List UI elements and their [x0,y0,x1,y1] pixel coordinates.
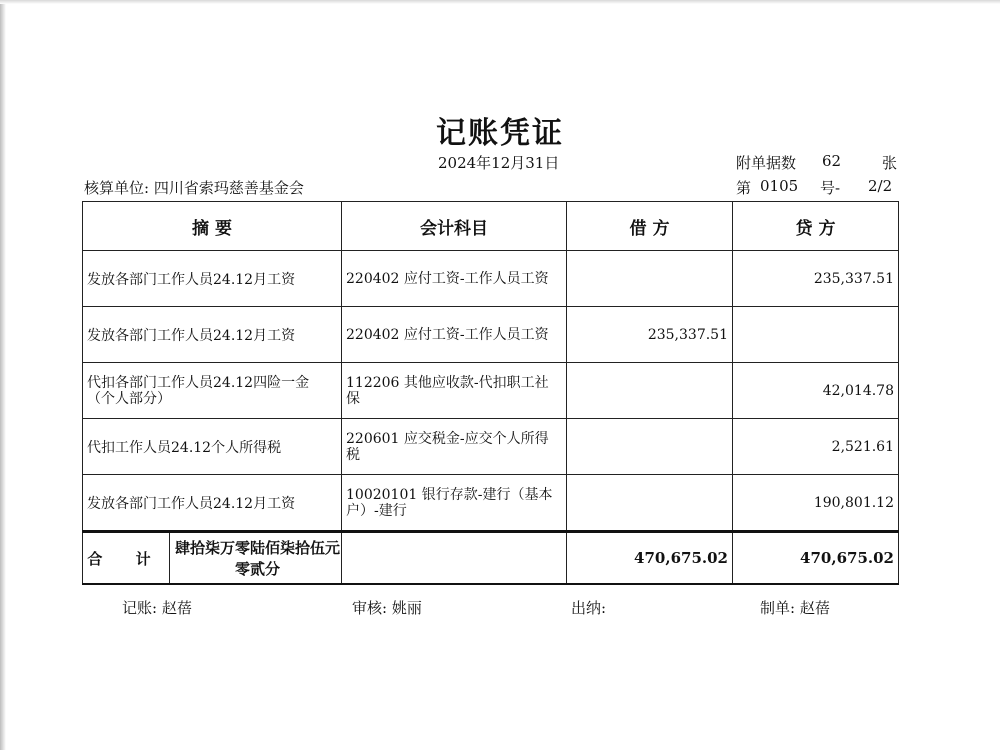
total-amount-in-words: 肆拾柒万零陆佰柒拾伍元零贰分 [174,539,340,578]
entry-debit [567,419,733,475]
header-credit: 贷 方 [733,202,899,251]
header-summary: 摘 要 [83,202,342,251]
header-debit: 借 方 [567,202,733,251]
scan-edge-top [0,0,1000,4]
entry-debit [567,363,733,419]
entry-summary: 代扣各部门工作人员24.12四险一金（个人部分） [83,363,342,419]
entry-summary: 发放各部门工作人员24.12月工资 [83,475,342,532]
entry-debit [567,251,733,307]
preparer-signature [760,597,830,618]
entry-debit: 235,337.51 [567,307,733,363]
entry-credit: 2,521.61 [733,419,899,475]
accounting-unit-value: 四川省索玛慈善基金会 [153,179,304,197]
voucher-title: 记账凭证 [436,116,564,151]
total-credit: 470,675.02 [733,532,899,585]
table-row [83,307,899,363]
cashier-signature [571,597,606,618]
entry-credit: 42,014.78 [733,363,899,419]
table-row [83,251,899,307]
reviewer-label: 审核: [352,599,388,617]
entry-credit: 190,801.12 [733,475,899,532]
voucher-number-prefix: 第 [736,179,752,197]
total-label [83,532,342,585]
entry-subject: 10020101 银行存款-建行（基本户）-建行 [342,475,567,532]
table-header-row [83,202,899,251]
entry-summary: 发放各部门工作人员24.12月工资 [83,307,342,363]
table-row [83,475,899,532]
entry-credit [733,307,899,363]
voucher-number-value: 0105 [760,177,799,195]
voucher-page: 2/2 [868,177,893,195]
entry-subject: 220402 应付工资-工作人员工资 [342,251,567,307]
bookkeeper-signature [122,597,192,618]
reviewer-signature [352,597,422,618]
bookkeeper-label: 记账: [122,599,158,617]
accounting-unit-label: 核算单位: [84,179,150,197]
bookkeeper-name: 赵蓓 [161,599,192,617]
accounting-unit [84,177,304,198]
voucher-table [82,201,899,585]
voucher-number-suffix: 号- [820,179,841,197]
table-row [83,419,899,475]
preparer-label: 制单: [760,599,796,617]
attachments-number: 62 [822,152,842,170]
reviewer-name: 姚丽 [391,599,422,617]
total-label-text: 合 计 [83,533,170,583]
table-row [83,363,899,419]
preparer-name: 赵蓓 [799,599,830,617]
entry-summary: 代扣工作人员24.12个人所得税 [83,419,342,475]
entry-subject: 220601 应交税金-应交个人所得税 [342,419,567,475]
header-subject: 会计科目 [342,202,567,251]
cashier-label: 出纳: [571,599,607,617]
voucher-number [736,177,896,198]
total-debit: 470,675.02 [567,532,733,585]
attachments-unit: 张 [882,154,898,172]
total-words-spacer [342,532,567,585]
voucher-date: 2024年12月31日 [438,154,560,172]
attachments-count [736,152,896,173]
entry-debit [567,475,733,532]
entry-subject: 112206 其他应收款-代扣职工社保 [342,363,567,419]
attachments-label: 附单据数 [736,154,797,172]
entry-credit: 235,337.51 [733,251,899,307]
total-row [83,532,899,585]
entry-summary: 发放各部门工作人员24.12月工资 [83,251,342,307]
entry-subject: 220402 应付工资-工作人员工资 [342,307,567,363]
